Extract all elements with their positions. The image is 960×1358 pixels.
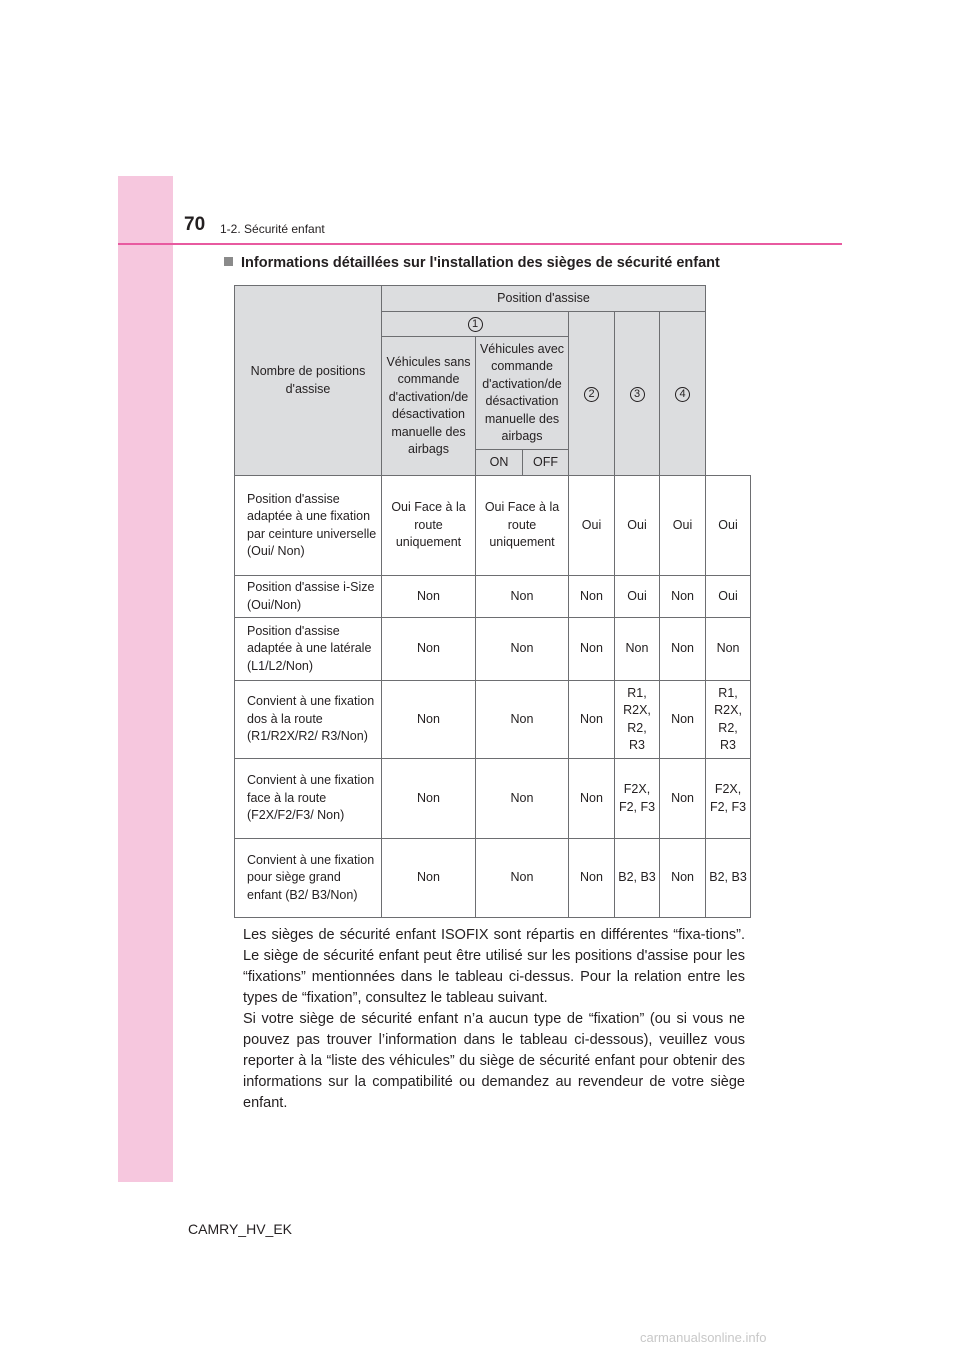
table-cell: Non: [382, 618, 476, 681]
table-cell: Non: [569, 759, 615, 839]
row-label: Convient à une fixation face à la route (F2X/F2/F3/ Non): [235, 759, 382, 839]
table-row: [235, 839, 751, 918]
table-row: [235, 618, 751, 681]
table-cell: Oui Face à la route uniquement: [382, 476, 476, 576]
table-row: [235, 576, 751, 618]
table-corner-label: Nombre de positions d'assise: [235, 286, 382, 476]
position-3-number: 3: [630, 387, 645, 402]
table-cell: Non: [476, 759, 569, 839]
seating-position-table: [234, 285, 751, 918]
position-4-header: [660, 312, 706, 476]
table-cell: Non: [706, 618, 751, 681]
header-rule: [118, 243, 842, 245]
position-3-header: [615, 312, 660, 476]
row-label: Convient à une fixation pour siège grand enfant (B2/ B3/Non): [235, 839, 382, 918]
row-label: Position d'assise adaptée à une fixation par ceinture universelle (Oui/ Non): [235, 476, 382, 576]
table-cell: Non: [660, 576, 706, 618]
position-1-number: 1: [468, 317, 483, 332]
table-cell: Non: [569, 576, 615, 618]
table-cell: Non: [476, 576, 569, 618]
section-heading-text: Informations détaillées sur l'installation des sièges de sécurité enfant: [241, 255, 720, 271]
table-cell: Non: [660, 839, 706, 918]
table-cell: Oui Face à la route uniquement: [476, 476, 569, 576]
table-row: [235, 476, 751, 576]
section-heading: [224, 255, 720, 271]
footer-model-code: CAMRY_HV_EK: [188, 1221, 293, 1237]
square-bullet-icon: [224, 257, 233, 266]
table-cell: Non: [569, 681, 615, 759]
table-cell: Non: [382, 681, 476, 759]
table-cell: Non: [476, 681, 569, 759]
table-cell: B2, B3: [615, 839, 660, 918]
table-cell: Non: [660, 618, 706, 681]
table-cell: F2X, F2, F3: [706, 759, 751, 839]
table-cell: Oui: [615, 576, 660, 618]
row-label: Position d'assise adaptée à une latérale (L1/L2/Non): [235, 618, 382, 681]
position-2-number: 2: [584, 387, 599, 402]
body-paragraph-1: Les sièges de sécurité enfant ISOFIX sont répartis en différentes “fixa-tions”. Le siège de sécurité enfant peut être utilisé sur les positions d'assise pour les “fixations” mentionnées dans le tableau ci-dessus. Pour la relation entre les types de “fixation”, consultez le tableau suivant.: [243, 927, 745, 1006]
table-cell: Non: [476, 618, 569, 681]
table-cell: Non: [476, 839, 569, 918]
subheader-without-switch: Véhicules sans commande d'activation/de désactivation manuelle des airbags: [382, 337, 476, 476]
table-cell: Oui: [569, 476, 615, 576]
table-cell: Non: [569, 839, 615, 918]
chapter-side-band: [118, 176, 173, 1182]
footer-watermark: carmanualsonline.info: [640, 1330, 767, 1345]
table-cell: Non: [660, 759, 706, 839]
row-label: Position d'assise i-Size (Oui/Non): [235, 576, 382, 618]
row-label: Convient à une fixation dos à la route (R1/R2X/R2/ R3/Non): [235, 681, 382, 759]
table-cell: Non: [382, 576, 476, 618]
table-cell: Non: [569, 618, 615, 681]
table-cell: R1, R2X, R2, R3: [615, 681, 660, 759]
table-cell: Non: [660, 681, 706, 759]
body-paragraph-2: Si votre siège de sécurité enfant n’a aucun type de “fixation” (ou si vous ne pouvez pas trouver l’information dans le tableau ci-dessous), veuillez vous reporter à la “liste des véhicules” du siège de sécurité enfant pour obtenir des informations sur la compatibilité ou demandez au revendeur de votre siège enfant.: [243, 1011, 745, 1111]
position-1-header: [382, 312, 569, 337]
position-2-header: [569, 312, 615, 476]
page-number: 70: [184, 214, 206, 235]
position-4-number: 4: [675, 387, 690, 402]
table-cell: Oui: [660, 476, 706, 576]
table-cell: B2, B3: [706, 839, 751, 918]
body-text: [243, 925, 745, 1114]
table-cell: R1, R2X, R2, R3: [706, 681, 751, 759]
table-cell: F2X, F2, F3: [615, 759, 660, 839]
table-cell: Non: [382, 759, 476, 839]
subheader-with-switch: Véhicules avec commande d'activation/de désactivation manuelle des airbags: [476, 337, 569, 450]
subheader-off: OFF: [523, 450, 569, 476]
table-cell: Non: [382, 839, 476, 918]
seating-position-header: Position d'assise: [382, 286, 706, 312]
table-cell: Oui: [615, 476, 660, 576]
table-row: [235, 681, 751, 759]
table-cell: Oui: [706, 576, 751, 618]
subheader-on: ON: [476, 450, 523, 476]
table-cell: Non: [615, 618, 660, 681]
table-row: [235, 759, 751, 839]
chapter-title: 1-2. Sécurité enfant: [220, 222, 325, 236]
table-cell: Oui: [706, 476, 751, 576]
